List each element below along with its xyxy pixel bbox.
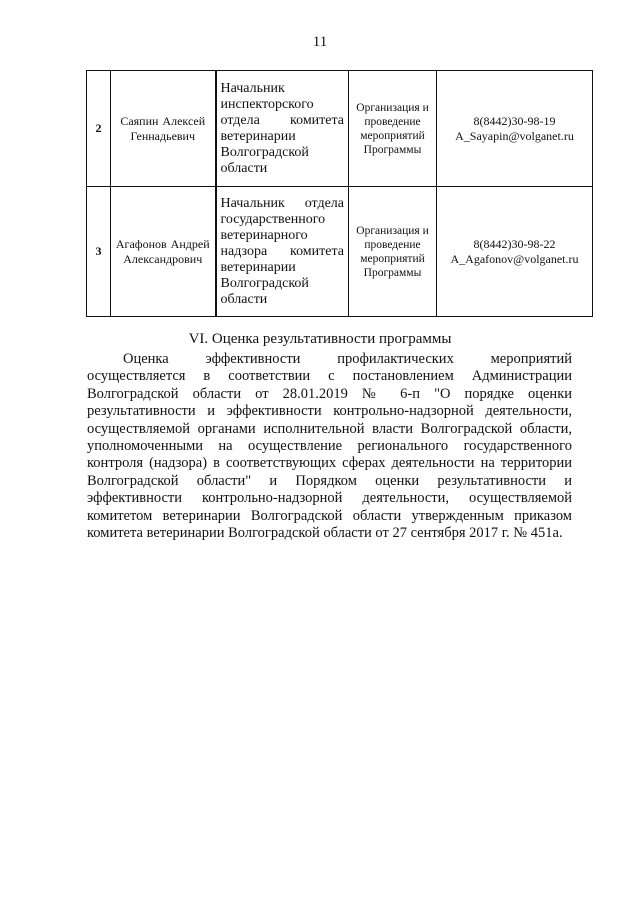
row-number: 3 <box>87 187 111 317</box>
employee-email: A_Agafonov@volganet.ru <box>450 251 579 266</box>
employee-contacts <box>437 187 593 317</box>
employee-function: Организация и проведение мероприятий Программы <box>349 71 437 187</box>
employee-name: Агафонов Андрей Александрович <box>111 187 216 317</box>
employee-name: Саяпин Алексей Геннадьевич <box>111 71 216 187</box>
row-number: 2 <box>87 71 111 187</box>
employee-contacts <box>437 71 593 187</box>
table-row <box>87 71 593 187</box>
table-row <box>87 187 593 317</box>
responsible-staff-table <box>86 70 593 317</box>
page-number: 11 <box>312 34 328 50</box>
employee-position: Начальник инспекторского отдела комитета ветеринарии Волгоградской области <box>216 71 349 187</box>
employee-function: Организация и проведение мероприятий Программы <box>349 187 437 317</box>
employee-email: A_Sayapin@volganet.ru <box>455 128 574 143</box>
employee-phone: 8(8442)30-98-19 <box>473 113 556 128</box>
section-body-paragraph: Оценка эффективности профилактических мероприятий осуществляется в соответствии с постановлением Администрации Волгоградской области от 28.01.2019 № 6-п "О порядке оценки результативности и эффективности контрольно-надзорной деятельности, осуществляемой органами исполнительной власти Волгоградской области, уполномоченными на осуществление регионального государственного контроля (надзора) в соответствующих сферах деятельности на территории Волгоградской области" и Порядком оценки результативности и эффективности контрольно-надзорной деятельности, осуществляемой комитетом ветеринарии Волгоградской области утвержденным приказом комитета ветеринарии Волгоградской области от 27 сентября 2017 г. № 451а. <box>87 351 572 542</box>
section-title: VI. Оценка результативности программы <box>188 331 452 347</box>
employee-phone: 8(8442)30-98-22 <box>473 236 556 251</box>
employee-position: Начальник отдела государственного ветеринарного надзора комитета ветеринарии Волгоградской области <box>216 187 349 317</box>
